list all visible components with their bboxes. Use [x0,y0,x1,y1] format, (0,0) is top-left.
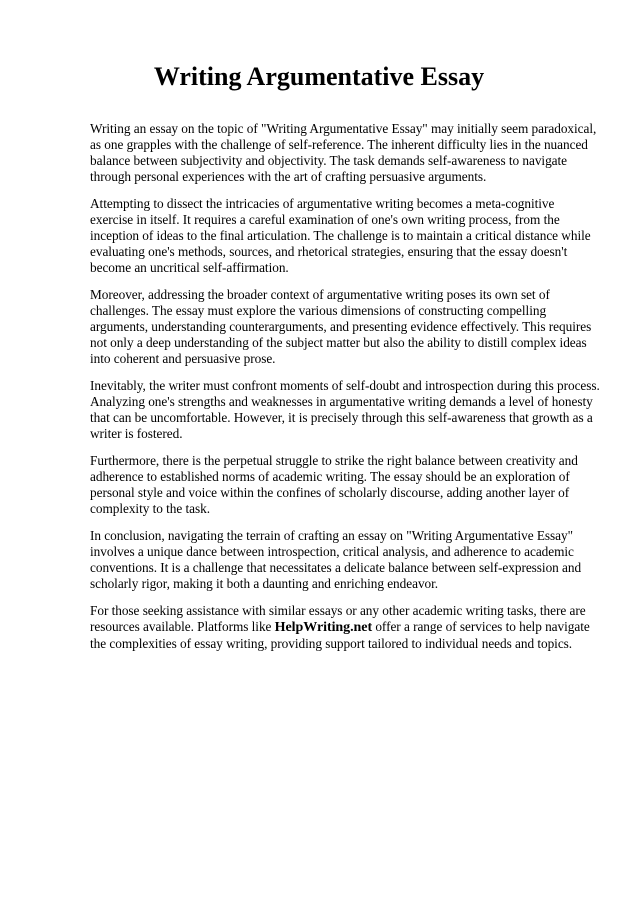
closing-text-before: For those seeking assistance with similar essays or any other academic writing tasks, there are resources available. Platforms like [90,603,586,634]
closing-text-after: offer a range of services to help navigate the complexities of essay writing, providing support tailored to individual needs and topics. [90,619,590,651]
paragraph-2: Attempting to dissect the intricacies of argumentative writing becomes a meta-cognitive exercise in itself. It requires a careful examination of one's own writing process, from the inception of ideas to the final articulation. The challenge is to maintain a critical distance while evaluating one's methods, sources, and rhetorical strategies, ensuring that the essay doesn't become an uncritical self-affirmation. [90,196,591,275]
closing-paragraph [90,603,600,652]
paragraph-3: Moreover, addressing the broader context of argumentative writing poses its own set of challenges. The essay must explore the various dimensions of constructing compelling arguments, understanding counterarguments, and presenting evidence effectively. This requires not only a deep understanding of the subject matter but also the ability to distill complex ideas into coherent and persuasive prose. [90,287,592,366]
brand-name: HelpWriting.net [274,620,373,635]
paragraph-6: In conclusion, navigating the terrain of crafting an essay on "Writing Argumentative Essay" involves a unique dance between introspection, critical analysis, and adherence to academic conventions. It is a challenge that necessitates a delicate balance between self-expression and scholarly rigor, making it both a daunting and enriching endeavor. [90,528,582,591]
paragraph-1: Writing an essay on the topic of "Writing Argumentative Essay" may initially seem paradoxical, as one grapples with the challenge of self-reference. The inherent difficulty lies in the nuanced balance between subjectivity and objectivity. The task demands self-awareness to navigate through personal experiences with the art of crafting persuasive arguments. [90,121,597,184]
paragraph-4: Inevitably, the writer must confront moments of self-doubt and introspection during this process. Analyzing one's strengths and weaknesses in argumentative writing demands a level of honesty that can be uncomfortable. However, it is precisely through this self-awareness that growth as a writer is fostered. [90,378,600,441]
paragraph-5: Furthermore, there is the perpetual struggle to strike the right balance between creativity and adherence to established norms of academic writing. The essay should be an exploration of personal style and voice within the confines of scholarly discourse, adding another layer of complexity to the task. [90,453,578,516]
document-title: Writing Argumentative Essay [153,62,485,91]
document-body [90,121,600,663]
